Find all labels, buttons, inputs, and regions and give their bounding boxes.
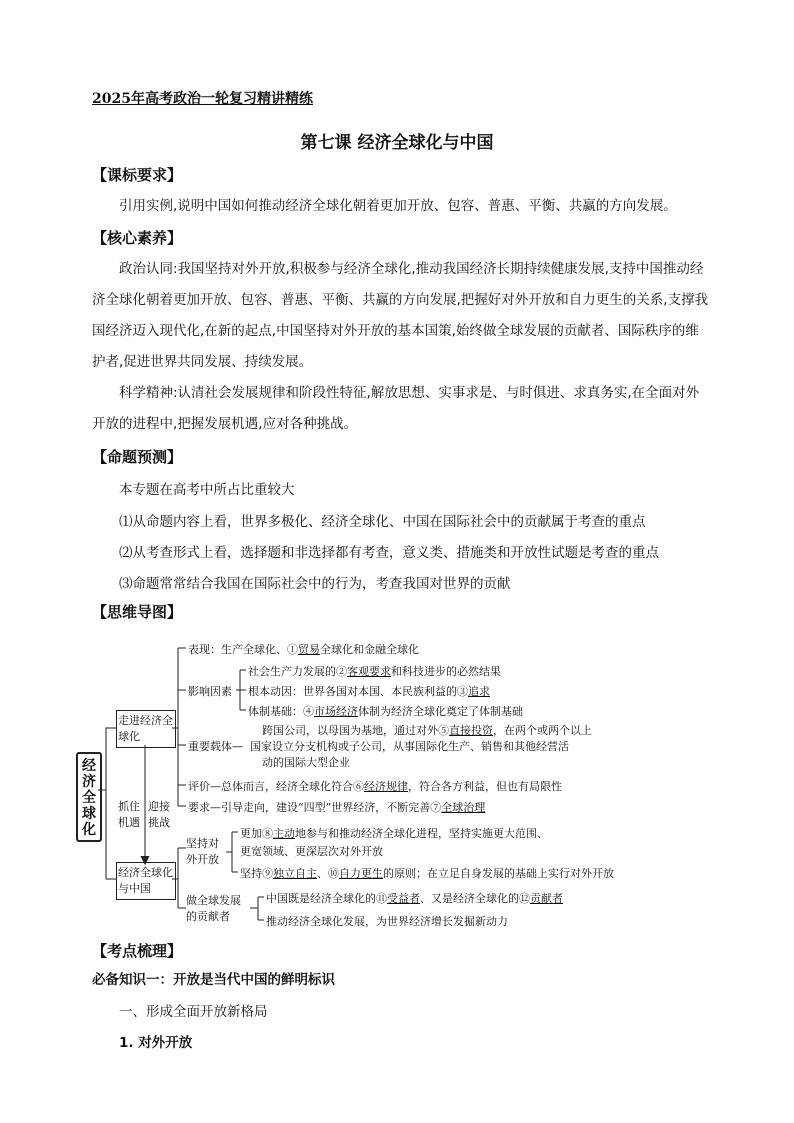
link-yingjie-tiaozhan: 迎接挑战 (148, 800, 170, 829)
subheading-1-1: 1. 对外开放 (119, 1035, 193, 1051)
mm-gongxian-2: 推动经济全球化发展，为世界经济增长发掘新动力 (266, 915, 508, 928)
mingti-item-1: ⑴从命题内容上看，世界多极化、经济全球化、中国在国际社会中的贡献属于考查的重点 (119, 514, 646, 530)
section-heading-siwei: 【思维导图】 (92, 603, 183, 621)
mm-jianchi-1: 更加⑧主动地参与和推动经济全球化进程，坚持实施更大范围、 (240, 827, 548, 840)
mind-map-root: 经济全球化 (76, 752, 102, 842)
mm-zaiti-1: 跨国公司，以母国为基地，通过对外⑤直接投资，在两个或两个以上 (262, 724, 592, 737)
section-heading-kebiao: 【课标要求】 (92, 166, 183, 184)
document-series-title: 2025年高考政治一轮复习精讲精练 (92, 91, 313, 107)
kebiao-text: 引用实例,说明中国如何推动经济全球化朝着更加开放、包容、普惠、平衡、共赢的方向发展。 (119, 198, 677, 214)
mm-jianchi-label: 坚持对外开放 (186, 837, 219, 866)
mm-gongxian-label: 做全球发展的贡献者 (186, 894, 241, 923)
mm-yingxiang-label: 影响因素 (188, 685, 232, 698)
section-heading-kaodian: 【考点梳理】 (92, 942, 183, 960)
mm-zaiti-2: 国家设立分支机构或子公司，从事国际化生产、销售和其他经营活 (250, 740, 569, 753)
mm-zaiti-3: 动的国际大型企业 (262, 756, 350, 769)
node-yu-zhongguo: 经济全球化与中国 (116, 862, 176, 900)
mm-jianchi-3: 坚持⑨独立自主、⑩自力更生的原则；在立足自身发展的基础上实行对外开放 (240, 867, 614, 880)
mm-gongxian-1: 中国既是经济全球化的⑪受益者、又是经济全球化的⑫贡献者 (266, 892, 563, 905)
mm-pingjia: 评价—总体而言，经济全球化符合⑥经济规律，符合各方利益，但也有局限性 (188, 780, 562, 793)
mm-yingxiang-3: 体制基础：④市场经济体制为经济全球化奠定了体制基础 (248, 705, 523, 718)
lesson-title: 第七课 经济全球化与中国 (300, 133, 494, 153)
mm-yingxiang-2: 根本动因：世界各国对本国、本民族利益的③追求 (248, 685, 490, 698)
hexin-science: 科学精神:认清社会发展规律和阶段性特征,解放思想、实事求是、与时俱进、求真务实,在全面对外开放的进程中,把握发展机遇,应对各种挑战。 (92, 385, 700, 432)
mm-jianchi-2: 更宽领域、更深层次对外开放 (240, 845, 383, 858)
knowledge-1-title: 必备知识一：开放是当代中国的鲜明标识 (92, 972, 335, 988)
mingti-item-2: ⑵从考查形式上看，选择题和非选择都有考查，意义类、措施类和开放性试题是考查的重点 (119, 545, 659, 561)
mm-biaoxian: 表现：生产全球化、①贸易全球化和金融全球化 (188, 643, 419, 656)
mingti-item-3: ⑶命题常常结合我国在国际社会中的行为，考查我国对世界的贡献 (119, 576, 511, 592)
link-zhuazhu-jiyu: 抓住机遇 (118, 800, 140, 829)
mm-yingxiang-1: 社会生产力发展的②客观要求和科技进步的必然结果 (248, 665, 501, 678)
mingti-intro: 本专题在高考中所占比重较大 (119, 482, 295, 498)
mm-yaoqiu: 要求—引导走向，建设“四型”世界经济，不断完善⑦全球治理 (188, 801, 486, 814)
section-heading-hexin: 【核心素养】 (92, 229, 183, 247)
hexin-political: 政治认同:我国坚持对外开放,积极参与经济全球化,推动我国经济长期持续健康发展,支持中国推动经济全球化朝着更加开放、包容、普惠、平衡、共赢的方向发展,把握好对外开放和自力更生的关系,支撑我国经济迈入现代化,在新的起点,中国坚持对外开放的基本国策,始终做全球发展的贡献者、国际秩序的维护者,促进世界共同发展、持续发展。 (92, 261, 709, 370)
mm-zaiti-label: 重要载体— (188, 740, 243, 753)
subheading-1: 一、形成全面开放新格局 (119, 1004, 268, 1020)
section-heading-mingti: 【命题预测】 (92, 448, 183, 466)
node-zoujin: 走进经济全球化 (116, 710, 176, 748)
